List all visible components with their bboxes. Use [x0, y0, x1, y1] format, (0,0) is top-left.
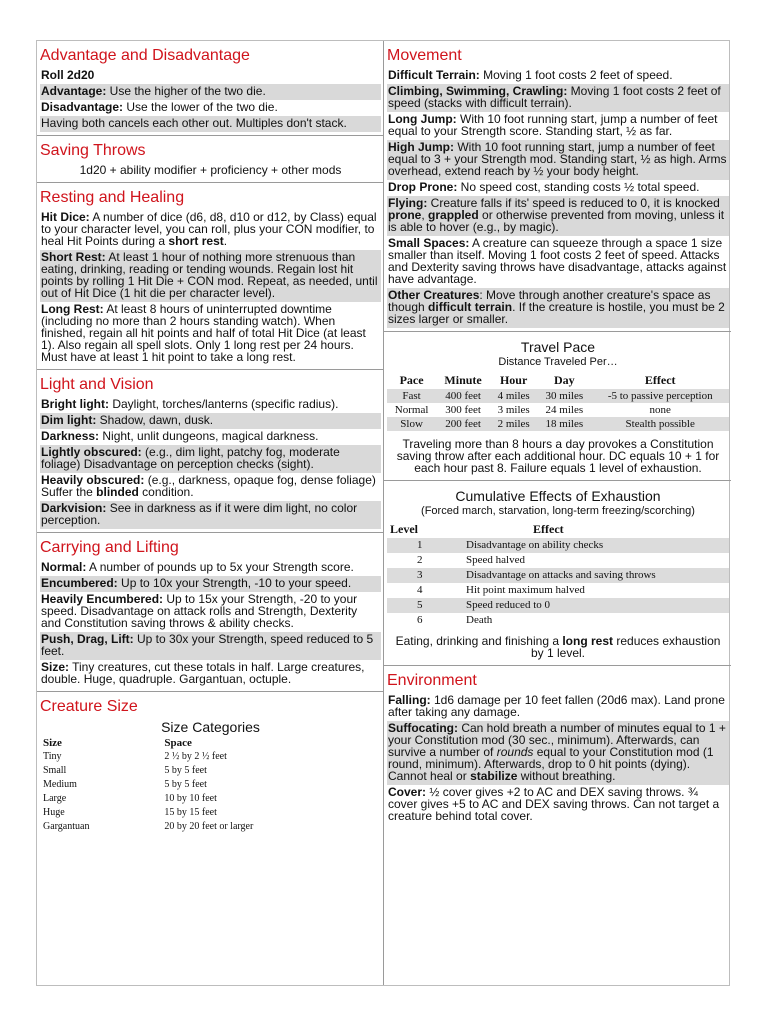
table-header-row: Pace Minute Hour Day Effect: [399, 373, 676, 387]
advantage-title: Advantage and Disadvantage: [40, 47, 250, 64]
carrying-title: Carrying and Lifting: [40, 539, 179, 556]
saving-formula: 1d20 + ability modifier + proficiency + other mods: [79, 163, 342, 177]
climbing-rule: Climbing, Swimming, Crawling: Moving 1 foot costs 2 feet of speed (stacks with difficult terrain).: [387, 84, 729, 112]
heavily-obscured-rule: Heavily obscured: (e.g., darkness, opaque fog, dense foliage) Suffer the blinded condition.: [41, 473, 376, 499]
darkvision-rule: Darkvision: See in darkness as if it were dim light, no color perception.: [40, 501, 381, 529]
table-header-row: [40, 736, 381, 750]
short-rest-rule: Short Rest: At least 1 hour of nothing more strenuous than eating, drinking, reading or tending wounds. Regain lost hit points by rolling 1 Hit Die + CON mod. Repeat, as needed, until out of Hit Dice (1 hit die per character level).: [40, 250, 381, 302]
roll-label: Roll 2d20: [41, 68, 95, 82]
disadvantage-rule: Disadvantage: Use the lower of the two die.: [41, 100, 278, 114]
heavily-encumbered-rule: Heavily Encumbered: Up to 15x your Strength, -20 to your speed. Disadvantage on attack rolls and Strength, Dexterity and Constitution saving throws & ability checks.: [41, 592, 358, 630]
push-drag-lift-rule: Push, Drag, Lift: Up to 30x your Strength, speed reduced to 5 feet.: [40, 632, 381, 660]
exhaustion-note: Eating, drinking and finishing a long rest reduces exhaustion by 1 level.: [395, 634, 721, 660]
environment-section: [384, 666, 731, 828]
movement-title: Movement: [387, 47, 462, 64]
carrying-section: [37, 533, 383, 692]
exhaustion-table: [387, 521, 729, 628]
light-section: [37, 370, 383, 533]
size-table: [40, 736, 381, 834]
other-creatures-rule: Other Creatures: Move through another creature's space as though difficult terrain. If the creature is hostile, you must be 2 sizes larger or smaller.: [387, 288, 729, 328]
table-row: 2 Speed halved: [417, 554, 525, 566]
falling-rule: Falling: 1d6 damage per 10 feet fallen (20d6 max). Land prone after taking any damage.: [388, 693, 725, 719]
table-header-row: Level Effect: [390, 522, 564, 536]
travel-note: Traveling more than 8 hours a day provokes a Constitution saving throw after each additional hour. DC equals 10 + 1 for each hour past 8. Failure equals 1 level of exhaustion.: [396, 437, 720, 475]
drop-prone-rule: Drop Prone: No speed cost, standing costs ½ total speed.: [388, 180, 700, 194]
darkness-rule: Darkness: Night, unlit dungeons, magical darkness.: [41, 429, 319, 443]
dim-light-rule: Dim light: Shadow, dawn, dusk.: [40, 413, 381, 429]
flying-rule: Flying: Creature falls if its' speed is reduced to 0, it is knocked prone, grappled or otherwise prevented from moving, unless it is able to hover (e.g., by magic).: [387, 196, 729, 236]
table-row: Large 10 by 10 feet: [43, 793, 217, 804]
saving-title: Saving Throws: [40, 142, 146, 159]
left-column: [37, 41, 384, 985]
table-row: Gargantuan 20 by 20 feet or larger: [43, 821, 254, 832]
environment-title: Environment: [387, 672, 477, 689]
bright-light-rule: Bright light: Daylight, torches/lanterns (specific radius).: [41, 397, 339, 411]
travel-pace-subtitle: Distance Traveled Per…: [498, 356, 618, 368]
table-row: Slow 200 feet 2 miles 18 miles Stealth possible: [387, 417, 729, 431]
travel-pace-table: [387, 372, 729, 431]
exhaustion-section: [384, 481, 731, 666]
size-table-title: Size Categories: [161, 719, 260, 735]
long-rest-rule: Long Rest: At least 8 hours of uninterrupted downtime (including no more than 2 hours standing watch). When finished, regain all hit points and half of total Hit Dice (at least 1). Also regain all spell slots. Only 1 long rest per 24 hours. Must have at least 1 hit point to take a long rest.: [41, 302, 366, 364]
suffocating-rule: Suffocating: Can hold breath a number of minutes equal to 1 + your Constitution mod (30 sec., minimum). Afterwards, can survive a number of rounds equal to your Constitution mod (1 round, minimum). Afterwards, drop to 0 hit points (dying). Cannot heal or stabilize without breathing.: [387, 721, 729, 785]
size-header: Size: [43, 737, 62, 749]
table-row: Huge 15 by 15 feet: [43, 807, 217, 818]
exhaustion-title: Cumulative Effects of Exhaustion: [455, 488, 661, 504]
lightly-obscured-rule: Lightly obscured: (e.g., dim light, patchy fog, moderate foliage) Disadvantage on perception checks (sight).: [40, 445, 381, 473]
travel-pace-title: Travel Pace: [520, 339, 596, 355]
table-row: Tiny 2 ½ by 2 ½ feet: [43, 751, 227, 762]
right-column: [384, 41, 731, 985]
creature-size-section: [37, 692, 383, 837]
resting-title: Resting and Healing: [40, 189, 185, 206]
size-carry-rule: Size: Tiny creatures, cut these totals in half. Large creatures, double. Huge, quadruple. Gargantuan, octuple.: [41, 660, 365, 686]
exhaustion-subtitle: (Forced march, starvation, long-term freezing/scorching): [421, 505, 695, 517]
table-row: Small 5 by 5 feet: [43, 765, 207, 776]
small-spaces-rule: Small Spaces: A creature can squeeze through a space 1 size smaller than itself. Moving 1 foot costs 2 feet of speed. Attacks and Dexterity saving throws have disadvantage, attacks against have advantage.: [388, 236, 727, 286]
hit-dice-rule: Hit Dice: A number of dice (d6, d8, d10 or d12, by Class) equal to your character level, you can roll, plus your CON modifier, to heal Hit Points during a short rest.: [41, 210, 377, 248]
difficult-terrain-rule: Difficult Terrain: Moving 1 foot costs 2 feet of speed.: [388, 68, 673, 82]
high-jump-rule: High Jump: With 10 foot running start, jump a number of feet equal to 3 + your Strength mod. Standing start, ½ as high. Arms overhead, extend reach by ½ your body height.: [387, 140, 729, 180]
advantage-rule: Advantage: Use the higher of the two die.: [40, 84, 381, 100]
table-row: Fast 400 feet 4 miles 30 miles -5 to passive perception: [387, 389, 729, 403]
movement-section: [384, 41, 731, 332]
table-row: 4 Hit point maximum halved: [417, 584, 585, 596]
roll-text: [40, 68, 381, 84]
resting-section: [37, 183, 383, 370]
normal-carry-rule: Normal: A number of pounds up to 5x your Strength score.: [41, 560, 354, 574]
table-row: Normal 300 feet 3 miles 24 miles none: [394, 404, 671, 416]
cancel-rule: Having both cancels each other out. Multiples don't stack.: [40, 116, 381, 132]
creature-size-title: Creature Size: [40, 698, 138, 715]
table-row: 3 Disadvantage on attacks and saving throws: [387, 568, 729, 583]
encumbered-rule: Encumbered: Up to 10x your Strength, -10 to your speed.: [40, 576, 381, 592]
advantage-section: [37, 41, 383, 136]
light-title: Light and Vision: [40, 376, 154, 393]
table-row: Medium 5 by 5 feet: [43, 779, 207, 790]
long-jump-rule: Long Jump: With 10 foot running start, jump a number of feet equal to your Strength score. Standing start, ½ as far.: [388, 112, 718, 138]
table-row: 6 Death: [417, 614, 493, 626]
table-row: 5 Speed reduced to 0: [387, 598, 729, 613]
cover-rule: Cover: ½ cover gives +2 to AC and DEX saving throws. ¾ cover gives +5 to AC and DEX saving throws. Can not target a creature behind total cover.: [388, 785, 720, 823]
table-row: 1 Disadvantage on ability checks: [387, 538, 729, 553]
reference-sheet: [36, 40, 730, 986]
space-header: Space: [164, 737, 192, 749]
travel-pace-section: [384, 332, 731, 481]
saving-section: [37, 136, 383, 183]
